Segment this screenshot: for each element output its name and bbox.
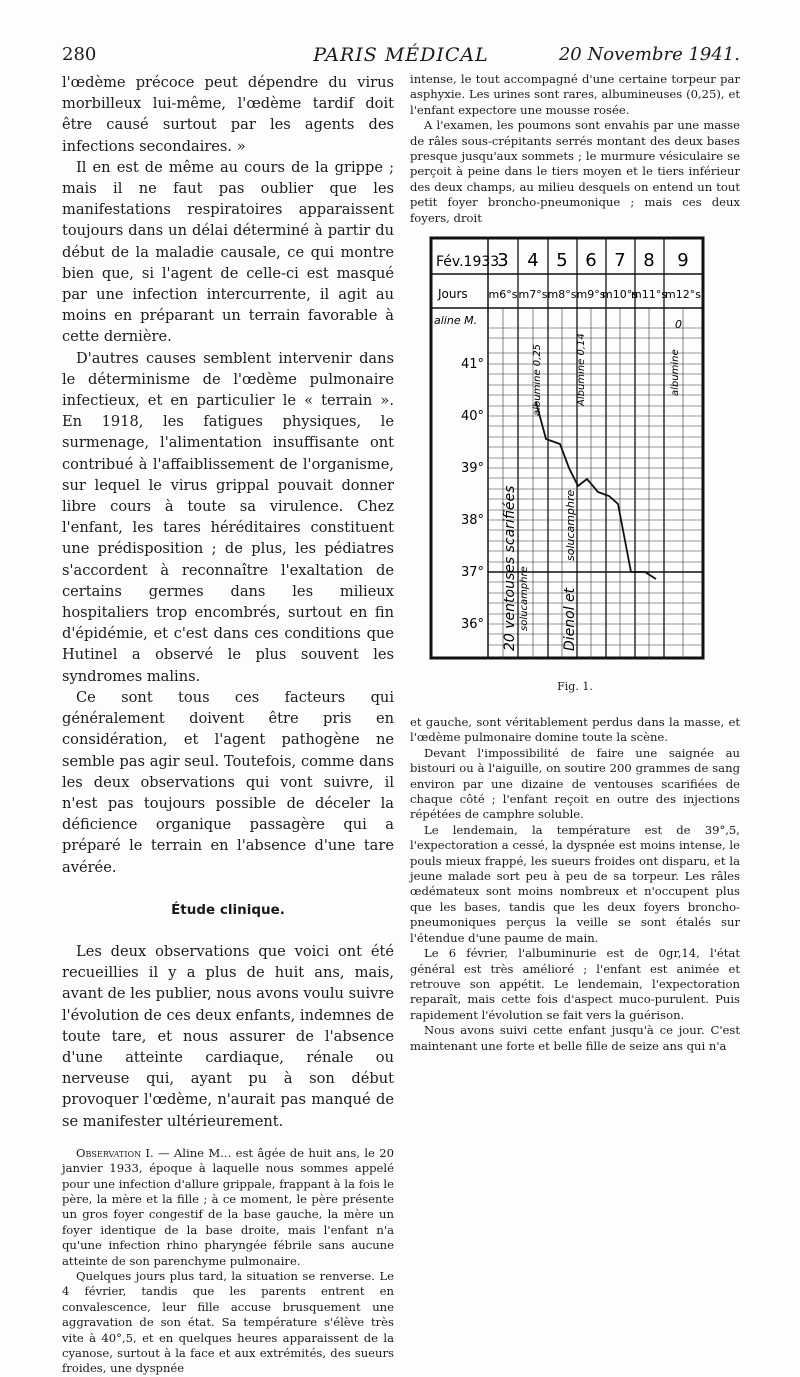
- right-column-bottom: [410, 715, 740, 1054]
- observation-label: Observation I.: [76, 1145, 154, 1160]
- svg-text:0: 0: [675, 318, 682, 331]
- paragraph: Les deux observations que voici ont été recueillies il y a plus de huit ans, mais, avant de les publier, nous avons voulu suivre l'évolution de ces deux enfants, indemnes de toute tare, et nous assurer de l'absence d'une atteinte cardiaque, rénale ou nerveuse qui, ayant pu à son début provoquer l'œdème, n'aurait pas manqué de se manifester ultérieurement.: [62, 942, 394, 1130]
- issue-date: 20 Novembre 1941.: [558, 44, 740, 65]
- svg-text:Dienol et: Dienol et: [562, 587, 578, 651]
- paragraph: Ce sont tous ces facteurs qui généralement doivent être pris en considération, et l'agent pathogène ne semble pas agir seul. Toutefois, comme dans les deux observations qui vont suivre, il n'est pas toujours possible de déceler la déficience organique passagère qui a préparé le terrain en l'absence d'une tare avérée.: [62, 688, 394, 876]
- svg-text:m11°s: m11°s: [631, 288, 667, 301]
- svg-text:m8°s: m8°s: [547, 288, 577, 301]
- svg-text:38°: 38°: [460, 513, 484, 528]
- svg-text:8: 8: [643, 250, 655, 271]
- journal-title: PARIS MÉDICAL: [313, 44, 489, 66]
- paragraph: A l'examen, les poumons sont envahis par une masse de râles sous-crépitants serrés montant des deux bases presque jusqu'aux sommets ; le murmure vésiculaire se perçoit à peine dans le tiers moyen et le tiers inférieur des deux champs, au milieu desquels on entend un tout petit foyer broncho-pneumonique ; mais ces deux foyers, droit: [410, 118, 740, 225]
- svg-text:37°: 37°: [460, 565, 484, 580]
- page-number: 280: [62, 44, 97, 65]
- temperature-chart: [428, 236, 800, 651]
- svg-text:6: 6: [585, 250, 597, 271]
- svg-text:aline M.: aline M.: [434, 314, 478, 327]
- svg-text:4: 4: [527, 250, 539, 271]
- chart-title: Fév.1933: [436, 254, 500, 270]
- observation-paragraph: Quelques jours plus tard, la situation se renverse. Le 4 février, tandis que les parents entrent en convalescence, leur fille accuse brusquement une aggravation de son état. Sa température s'élève très vite à 40°,5, et en quelques heures apparaissent de la cyanose, surtout à la face et aux extrémités, des sueurs froides, une dyspnée: [62, 1269, 394, 1376]
- paragraph: Nous avons suivi cette enfant jusqu'à ce jour. C'est maintenant une forte et belle fille de seize ans qui n'a: [410, 1023, 740, 1053]
- svg-text:solucamphre: solucamphre: [519, 566, 530, 631]
- paragraph: Le lendemain, la température est de 39°,5, l'expectoration a cessé, la dyspnée est moins intense, le pouls mieux frappé, les sueurs froides ont disparu, et la jeune malade sort peu à peu de sa torpeur. Les râles œdémateux sont moins nombreux et n'occupent plus que les bases, tandis que les deux foyers broncho-pneumoniques perçus la veille se sont étalés sur l'étendue d'une paume de main.: [410, 822, 740, 945]
- paragraph: et gauche, sont véritablement perdus dans la masse, et l'œdème pulmonaire domine toute la scène.: [410, 715, 740, 745]
- svg-text:36°: 36°: [460, 617, 484, 632]
- svg-text:solucamphre: solucamphre: [564, 489, 577, 561]
- svg-text:albumine: albumine: [670, 349, 681, 396]
- figure-caption: Fig. 1.: [557, 680, 593, 693]
- paragraph: Le 6 février, l'albuminurie est de 0gr,14, l'état général est très amélioré ; l'enfant est animée et retrouve son appétit. Le lendemain, l'expectoration reparaît, mais cette fois d'aspect muco-purulent. Puis rapidement l'évolution se fait vers la guérison.: [410, 946, 740, 1022]
- paragraph: D'autres causes semblent intervenir dans le déterminisme de l'œdème pulmonaire infectieux, et en particulier le « terrain ». En 1918, les fatigues physiques, le surmenage, l'alimentation insuffisante ont contribué à l'affaiblissement de l'organisme, sur lequel le virus grippal pouvait donner libre cours à toute sa virulence. Chez l'enfant, les tares héréditaires constituent une prédisposition ; de plus, les pédiatres s'accordent à reconnaître l'exaltation de certains germes dans les milieux hospitaliers trop encombrés, surtout en fin d'épidémie, et c'est dans ces conditions que Hutinel a observé le plus souvent les syndromes malins.: [62, 349, 394, 685]
- paragraph: Devant l'impossibilité de faire une saignée au bistouri ou à l'aiguille, on soutire 200 grammes de sang environ par une dizaine de ventouses scarifiées de chaque côté ; l'enfant reçoit en outre des injections répétées de camphre soluble.: [410, 745, 740, 822]
- svg-text:m12°s: m12°s: [665, 288, 701, 301]
- section-heading: Étude clinique.: [171, 901, 285, 918]
- svg-text:m9°s: m9°s: [576, 288, 606, 301]
- paragraph: Il en est de même au cours de la grippe ; mais il ne faut pas oublier que les manifestations respiratoires apparaissent toujours dans un délai déterminé à partir du début de la maladie causale, ce qui montre bien que, si l'agent de celle-ci est masqué par une infection intercurrente, il agit au moins en préparant un terrain favorable à cette dernière.: [62, 158, 394, 346]
- svg-text:m10°s: m10°s: [602, 288, 638, 301]
- svg-text:albumine 0,25: albumine 0,25: [532, 343, 543, 416]
- svg-text:Albumine 0,14: Albumine 0,14: [576, 333, 587, 406]
- page-header: [62, 44, 740, 68]
- observation-block: [62, 1146, 394, 1377]
- observation-paragraph: [62, 1146, 394, 1269]
- right-column-top: [410, 72, 740, 226]
- svg-text:39°: 39°: [460, 461, 484, 476]
- svg-text:9: 9: [677, 250, 689, 271]
- svg-text:Jours: Jours: [438, 287, 468, 301]
- svg-text:20 ventouses scarifiées: 20 ventouses scarifiées: [502, 485, 518, 651]
- svg-text:m7°s: m7°s: [518, 288, 548, 301]
- svg-text:7: 7: [614, 250, 626, 271]
- observation-text: — Aline M... est âgée de huit ans, le 20 janvier 1933, époque à laquelle nous sommes appelé pour une infection d'allure grippale, frappant à la fois le père, la mère et la fille ; à ce moment, le père présente un gros foyer congestif de la base gauche, la mère un foyer identique de la base droite, mais l'enfant n'a qu'une infection rhino pharyngée fébrile sans aucune atteinte de son parenchyme pulmonaire.: [62, 1145, 394, 1268]
- paragraph: intense, le tout accompagné d'une certaine torpeur par asphyxie. Les urines sont rares, albumineuses (0,25), et l'enfant expectore une mousse rosée.: [410, 72, 740, 117]
- svg-text:41°: 41°: [460, 357, 484, 372]
- left-column: [62, 72, 394, 1377]
- svg-text:m6°s: m6°s: [488, 288, 518, 301]
- svg-text:40°: 40°: [460, 409, 484, 424]
- svg-text:3: 3: [497, 250, 509, 271]
- paragraph: l'œdème précoce peut dépendre du virus morbilleux lui-même, l'œdème tardif doit être causé surtout par les agents des infections secondaires. »: [62, 74, 394, 155]
- svg-text:5: 5: [556, 250, 568, 271]
